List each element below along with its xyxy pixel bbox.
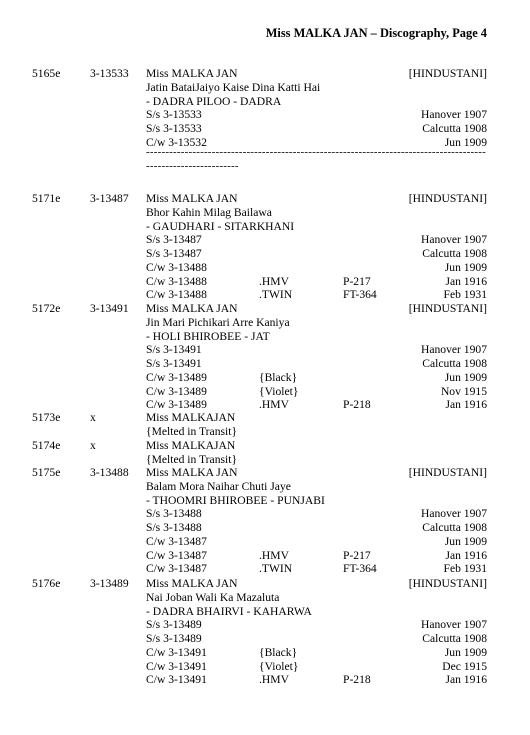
issue-label: .HMV xyxy=(259,398,289,412)
issue-date: Jun 1909 xyxy=(444,370,487,384)
issue-row xyxy=(0,521,530,535)
issue-reference: S/s 3-13491 xyxy=(146,343,202,357)
issue-reference: S/s 3-13489 xyxy=(146,618,202,632)
issue-label: {Violet} xyxy=(259,384,299,398)
catalogue-number: 3-13488 xyxy=(90,466,129,479)
matrix-number: 5176e xyxy=(32,577,61,590)
issue-label: {Black} xyxy=(259,645,298,659)
issue-reference: S/s 3-13487 xyxy=(146,247,202,260)
matrix-number: 5174e xyxy=(32,439,61,452)
issue-reference: C/w 3-13491 xyxy=(146,673,207,687)
issue-date: Feb 1931 xyxy=(443,288,487,302)
genre-tag: [HINDUSTANI] xyxy=(408,302,487,315)
entry-header-row xyxy=(0,577,530,591)
issue-label: {Black} xyxy=(259,370,298,384)
issue-row xyxy=(0,108,530,122)
catalogue-number: x xyxy=(90,411,96,424)
issue-date: Jan 1916 xyxy=(445,548,487,562)
genre-tag: [HINDUSTANI] xyxy=(408,577,487,590)
issue-date: Hanover 1907 xyxy=(420,108,487,122)
entry-title-row xyxy=(0,81,530,95)
issue-reference: C/w 3-13489 xyxy=(146,370,207,384)
issue-row xyxy=(0,562,530,576)
issue-reference: C/w 3-13532 xyxy=(146,135,207,149)
entry-style-row xyxy=(0,494,530,508)
issue-row xyxy=(0,632,530,646)
matrix-number: 5165e xyxy=(32,67,61,80)
issue-row xyxy=(0,660,530,674)
catalogue-number: 3-13487 xyxy=(90,192,129,205)
issue-date: Jun 1909 xyxy=(444,135,487,149)
issue-reference: C/w 3-13491 xyxy=(146,659,207,673)
issue-label: .HMV xyxy=(259,673,289,687)
issue-row xyxy=(0,233,530,247)
issue-reference: C/w 3-13488 xyxy=(146,274,207,288)
issue-row xyxy=(0,507,530,521)
issue-date: Calcutta 1908 xyxy=(422,357,487,370)
issue-row xyxy=(0,275,530,289)
issue-number: P-217 xyxy=(343,274,371,288)
issue-date: Feb 1931 xyxy=(443,562,487,576)
entry-title-row xyxy=(0,453,530,467)
issue-label: .HMV xyxy=(259,548,289,562)
genre-tag: [HINDUSTANI] xyxy=(408,67,487,80)
entry-title-row xyxy=(0,480,530,494)
genre-tag: [HINDUSTANI] xyxy=(408,192,487,205)
issue-number: FT-364 xyxy=(343,288,377,302)
issue-row xyxy=(0,673,530,687)
issue-date: Jun 1909 xyxy=(444,260,487,274)
entry-header-row xyxy=(0,67,530,81)
issue-date: Jan 1916 xyxy=(445,673,487,687)
entry-header-row xyxy=(0,302,530,316)
artist-name: Miss MALKA JAN xyxy=(146,466,238,479)
issue-date: Hanover 1907 xyxy=(420,233,487,247)
issue-reference: C/w 3-13487 xyxy=(146,548,207,562)
issue-date: Jan 1916 xyxy=(445,398,487,412)
artist-name: Miss MALKA JAN xyxy=(146,67,238,80)
issue-date: Calcutta 1908 xyxy=(422,632,487,645)
song-style: - DADRA BHAIRVI - KAHARWA xyxy=(146,604,312,618)
song-title: {Melted in Transit} xyxy=(146,452,238,466)
issue-reference: C/w 3-13489 xyxy=(146,384,207,398)
issue-date: Jun 1909 xyxy=(444,534,487,548)
issue-number: P-217 xyxy=(343,548,371,562)
entry-title-row xyxy=(0,425,530,439)
issue-label: .HMV xyxy=(259,274,289,288)
catalogue-number: 3-13489 xyxy=(90,577,129,590)
issue-reference: C/w 3-13488 xyxy=(146,288,207,302)
issue-date: Dec 1915 xyxy=(442,659,487,673)
issue-date: Calcutta 1908 xyxy=(422,247,487,260)
matrix-number: 5171e xyxy=(32,192,61,205)
artist-name: Miss MALKA JAN xyxy=(146,192,238,205)
issue-row xyxy=(0,371,530,385)
entry-style-row xyxy=(0,95,530,109)
issue-reference: C/w 3-13487 xyxy=(146,534,207,548)
entry-style-row xyxy=(0,605,530,619)
issue-reference: S/s 3-13489 xyxy=(146,632,202,645)
issue-label: .TWIN xyxy=(259,562,293,576)
genre-tag: [HINDUSTANI] xyxy=(408,466,487,479)
issue-row xyxy=(0,343,530,357)
issue-date: Calcutta 1908 xyxy=(422,122,487,135)
entry-style-row xyxy=(0,220,530,234)
issue-row xyxy=(0,535,530,549)
page-title: Miss MALKA JAN – Discography, Page 4 xyxy=(265,26,487,40)
entry-style-row xyxy=(0,330,530,344)
entry-separator: ---------------------------------------------------------------------------------------------------------------- xyxy=(146,145,486,172)
issue-row xyxy=(0,357,530,371)
issue-date: Jun 1909 xyxy=(444,645,487,659)
issue-number: FT-364 xyxy=(343,562,377,576)
matrix-number: 5175e xyxy=(32,466,61,479)
issue-date: Hanover 1907 xyxy=(420,507,487,521)
artist-name: Miss MALKAJAN xyxy=(146,411,236,424)
issue-reference: C/w 3-13491 xyxy=(146,645,207,659)
issue-row xyxy=(0,618,530,632)
song-style: - HOLI BHIROBEE - JAT xyxy=(146,329,270,343)
song-title: {Melted in Transit} xyxy=(146,424,238,438)
song-title: Nai Joban Wali Ka Mazaluta xyxy=(146,590,280,604)
song-title: Balam Mora Naihar Chuti Jaye xyxy=(146,479,291,493)
catalogue-number: x xyxy=(90,439,96,452)
artist-name: Miss MALKA JAN xyxy=(146,577,238,590)
issue-date: Hanover 1907 xyxy=(420,618,487,632)
issue-label: .TWIN xyxy=(259,288,293,302)
issue-reference: C/w 3-13489 xyxy=(146,398,207,412)
issue-reference: S/s 3-13533 xyxy=(146,122,202,135)
entry-title-row xyxy=(0,206,530,220)
song-style: - THOOMRI BHIROBEE - PUNJABI xyxy=(146,493,325,507)
matrix-number: 5172e xyxy=(32,302,61,315)
issue-row xyxy=(0,646,530,660)
issue-row xyxy=(0,261,530,275)
issue-date: Calcutta 1908 xyxy=(422,521,487,534)
entry-title-row xyxy=(0,591,530,605)
issue-number: P-218 xyxy=(343,673,371,687)
issue-reference: C/w 3-13488 xyxy=(146,260,207,274)
issue-date: Jan 1916 xyxy=(445,274,487,288)
issue-reference: S/s 3-13487 xyxy=(146,233,202,247)
entry-header-row xyxy=(0,466,530,480)
issue-label: {Violet} xyxy=(259,659,299,673)
song-title: Jin Mari Pichikari Arre Kaniya xyxy=(146,315,290,329)
issue-row xyxy=(0,122,530,136)
issue-date: Hanover 1907 xyxy=(420,343,487,357)
catalogue-number: 3-13491 xyxy=(90,302,129,315)
artist-name: Miss MALKA JAN xyxy=(146,302,238,315)
issue-reference: S/s 3-13488 xyxy=(146,521,202,534)
issue-reference: S/s 3-13533 xyxy=(146,108,202,122)
entry-title-row xyxy=(0,316,530,330)
song-style: - DADRA PILOO - DADRA xyxy=(146,94,282,108)
issue-reference: C/w 3-13487 xyxy=(146,562,207,576)
matrix-number: 5173e xyxy=(32,411,61,424)
song-title: Bhor Kahin Milag Bailawa xyxy=(146,205,272,219)
issue-reference: S/s 3-13491 xyxy=(146,357,202,370)
issue-row xyxy=(0,247,530,261)
artist-name: Miss MALKAJAN xyxy=(146,439,236,452)
issue-number: P-218 xyxy=(343,398,371,412)
song-style: - GAUDHARI - SITARKHANI xyxy=(146,219,295,233)
entry-header-row xyxy=(0,411,530,425)
issue-row xyxy=(0,288,530,302)
catalogue-number: 3-13533 xyxy=(90,67,129,80)
issue-reference: S/s 3-13488 xyxy=(146,507,202,521)
issue-date: Nov 1915 xyxy=(440,384,487,398)
song-title: Jatin BataiJaiyo Kaise Dina Katti Hai xyxy=(146,80,321,94)
entry-header-row xyxy=(0,192,530,206)
issue-row xyxy=(0,549,530,563)
issue-row xyxy=(0,385,530,399)
entry-header-row xyxy=(0,439,530,453)
